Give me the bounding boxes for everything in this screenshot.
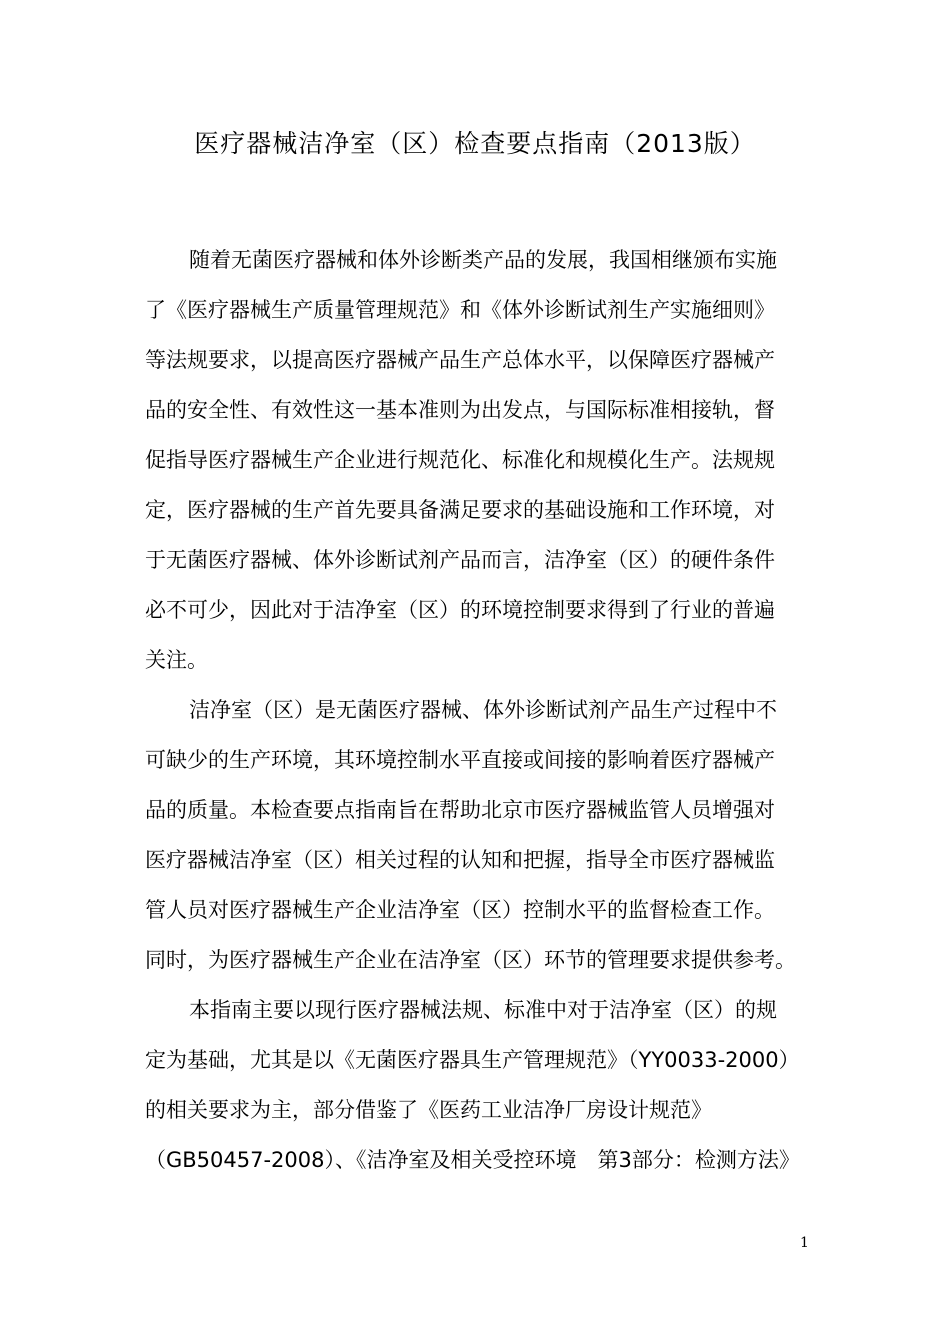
paragraph-line: 定，医疗器械的生产首先要具备满足要求的基础设施和工作环境，对 [145, 498, 775, 522]
paragraph-line: 医疗器械洁净室（区）相关过程的认知和把握，指导全市医疗器械监 [145, 848, 775, 872]
paragraph-2 [145, 685, 815, 985]
paragraph-line: 关注。 [145, 648, 208, 672]
page-number: 1 [800, 1235, 809, 1251]
paragraph-line: 的相关要求为主，部分借鉴了《医药工业洁净厂房设计规范》 [145, 1098, 712, 1122]
paragraph-3 [145, 985, 815, 1185]
paragraph-line: 等法规要求，以提高医疗器械产品生产总体水平，以保障医疗器械产 [145, 348, 775, 372]
paragraph-line: 随着无菌医疗器械和体外诊断类产品的发展，我国相继颁布实施 [189, 248, 777, 272]
paragraph-line: 必不可少，因此对于洁净室（区）的环境控制要求得到了行业的普遍 [145, 598, 775, 622]
paragraph-line: （GB50457-2008）、《洁净室及相关受控环境 第3部分：检测方法》 [145, 1148, 800, 1172]
paragraph-line: 促指导医疗器械生产企业进行规范化、标准化和规模化生产。法规规 [145, 448, 775, 472]
document-title: 医疗器械洁净室（区）检查要点指南（2013版） [194, 129, 756, 158]
paragraph-line: 于无菌医疗器械、体外诊断试剂产品而言，洁净室（区）的硬件条件 [145, 548, 775, 572]
paragraph-line: 同时，为医疗器械生产企业在洁净室（区）环节的管理要求提供参考。 [145, 948, 796, 972]
paragraph-line: 本指南主要以现行医疗器械法规、标准中对于洁净室（区）的规 [189, 998, 777, 1022]
paragraph-line: 洁净室（区）是无菌医疗器械、体外诊断试剂产品生产过程中不 [189, 698, 777, 722]
paragraph-line: 可缺少的生产环境，其环境控制水平直接或间接的影响着医疗器械产 [145, 748, 775, 772]
paragraph-line: 品的质量。本检查要点指南旨在帮助北京市医疗器械监管人员增强对 [145, 798, 775, 822]
paragraph-1 [145, 235, 815, 685]
paragraph-line: 管人员对医疗器械生产企业洁净室（区）控制水平的监督检查工作。 [145, 898, 775, 922]
paragraph-line: 定为基础，尤其是以《无菌医疗器具生产管理规范》（YY0033-2000） [145, 1048, 800, 1072]
paragraph-line: 了《医疗器械生产质量管理规范》和《体外诊断试剂生产实施细则》 [145, 298, 775, 322]
paragraph-line: 品的安全性、有效性这一基本准则为出发点，与国际标准相接轨，督 [145, 398, 775, 422]
